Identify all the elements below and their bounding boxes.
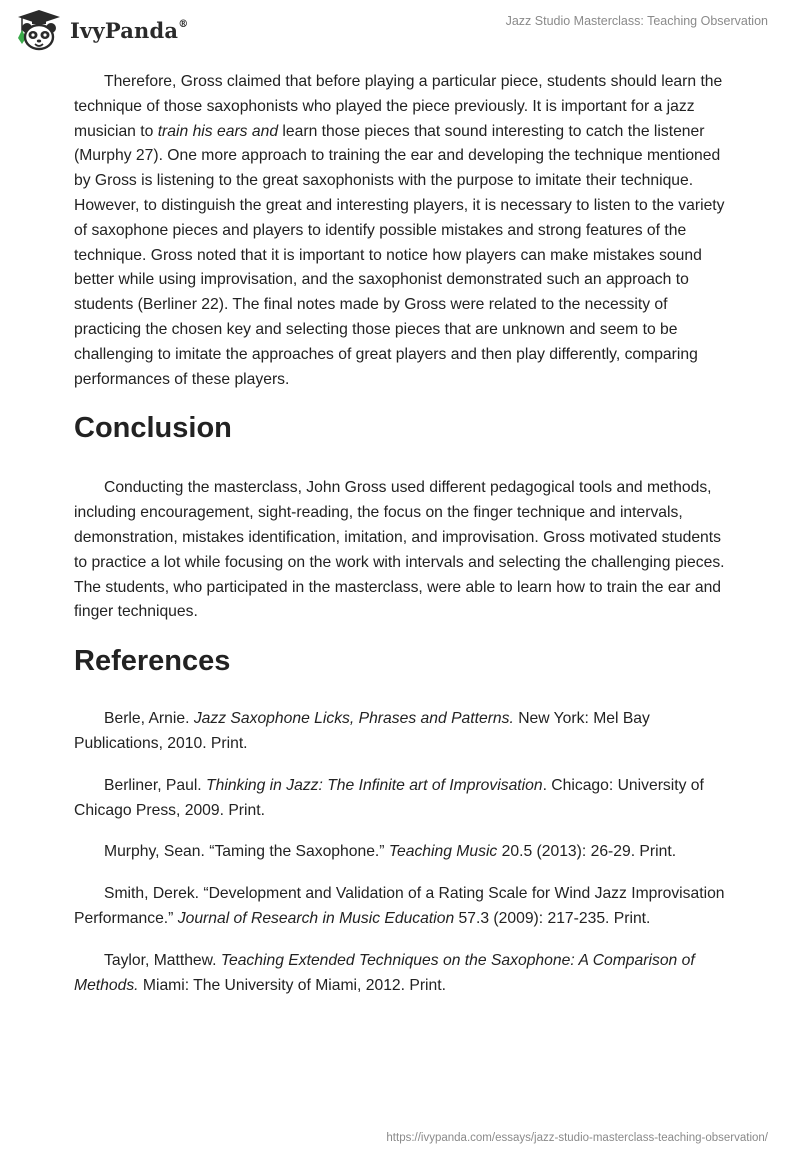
brand-name xyxy=(70,18,188,43)
document-title: Jazz Studio Masterclass: Teaching Observation xyxy=(505,14,768,28)
reference-publication: . Chicago: University of Chicago Press, 2009. Print. xyxy=(74,776,704,819)
body-paragraph xyxy=(74,70,726,392)
registered-mark: ® xyxy=(178,18,189,30)
reference-title: Thinking in Jazz: The Infinite art of Improvisation xyxy=(206,776,543,794)
brand-text: IvyPanda xyxy=(70,17,179,43)
reference-author: Berliner, Paul. xyxy=(104,776,207,794)
references-heading: References xyxy=(74,645,231,678)
reference-item xyxy=(74,774,726,824)
reference-publication: New York: Mel Bay Publications, 2010. Print. xyxy=(74,710,650,752)
reference-title: Teaching Music xyxy=(388,843,498,861)
source-url[interactable]: https://ivypanda.com/essays/jazz-studio-masterclass-teaching-observation/ xyxy=(386,1132,768,1144)
reference-publication: Miami: The University of Miami, 2012. Print. xyxy=(138,976,446,994)
reference-publication: 57.3 (2009): 217-235. Print. xyxy=(454,909,651,927)
reference-publication: 20.5 (2013): 26-29. Print. xyxy=(497,843,677,861)
reference-item xyxy=(74,949,726,999)
reference-author: Taylor, Matthew. xyxy=(104,951,221,969)
reference-author: Smith, Derek. “Development and Validation of a Rating Scale for Wind Jazz Improvisation Performance.” xyxy=(74,885,725,927)
reference-title: Teaching Extended Techniques on the Saxophone: A Comparison of Methods. xyxy=(74,951,695,994)
conclusion-heading: Conclusion xyxy=(74,412,232,445)
essay-content xyxy=(74,70,726,1015)
reference-item xyxy=(74,882,726,932)
panda-logo-icon xyxy=(14,8,64,52)
reference-item xyxy=(74,840,726,865)
paragraph-text-continued: learn those pieces that sound interesting to catch the listener (Murphy 27). One more approach to training the ear and developing the technique mentioned by Gross is listening to the great saxophonists with the purpose to imitate their technique. However, to distinguish the great and interesting players, it is necessary to listen to the variety of saxophone pieces and players to identify possible mistakes and strong features of the technique. Gross noted that it is important to notice how players can make mistakes sound better while using improvisation, and the saxophonist demonstrated such an approach to students (Berliner 22). The final notes made by Gross were related to the necessity of practicing the chosen key and selecting those pieces that are unknown and seem to be challenging to imitate the approaches of great players and then play differently, comparing performances of these players. xyxy=(74,122,725,388)
reference-author: Murphy, Sean. “Taming the Saxophone.” xyxy=(104,843,389,861)
reference-title: Jazz Saxophone Licks, Phrases and Patterns. xyxy=(193,710,514,728)
references-list xyxy=(74,707,726,998)
reference-title: Journal of Research in Music Education xyxy=(177,909,455,927)
conclusion-paragraph: Conducting the masterclass, John Gross used different pedagogical tools and methods, including encouragement, sight-reading, the focus on the finger technique and intervals, demonstration, mistakes identification, imitation, and improvisation. Gross motivated students to practice a lot while focusing on the work with intervals and selecting the challenging pieces. The students, who participated in the masterclass, were able to learn how to train the ear and finger techniques. xyxy=(74,479,725,621)
reference-author: Berle, Arnie. xyxy=(104,710,194,728)
paragraph-italic-text: train his ears and xyxy=(157,122,279,140)
logo[interactable] xyxy=(14,8,188,52)
paragraph-text: Therefore, Gross claimed that before playing a particular piece, students should learn the technique of those saxophonists who played the piece previously. It is important for a jazz musician to xyxy=(74,73,723,140)
page-header xyxy=(0,0,800,60)
reference-item xyxy=(74,707,726,757)
